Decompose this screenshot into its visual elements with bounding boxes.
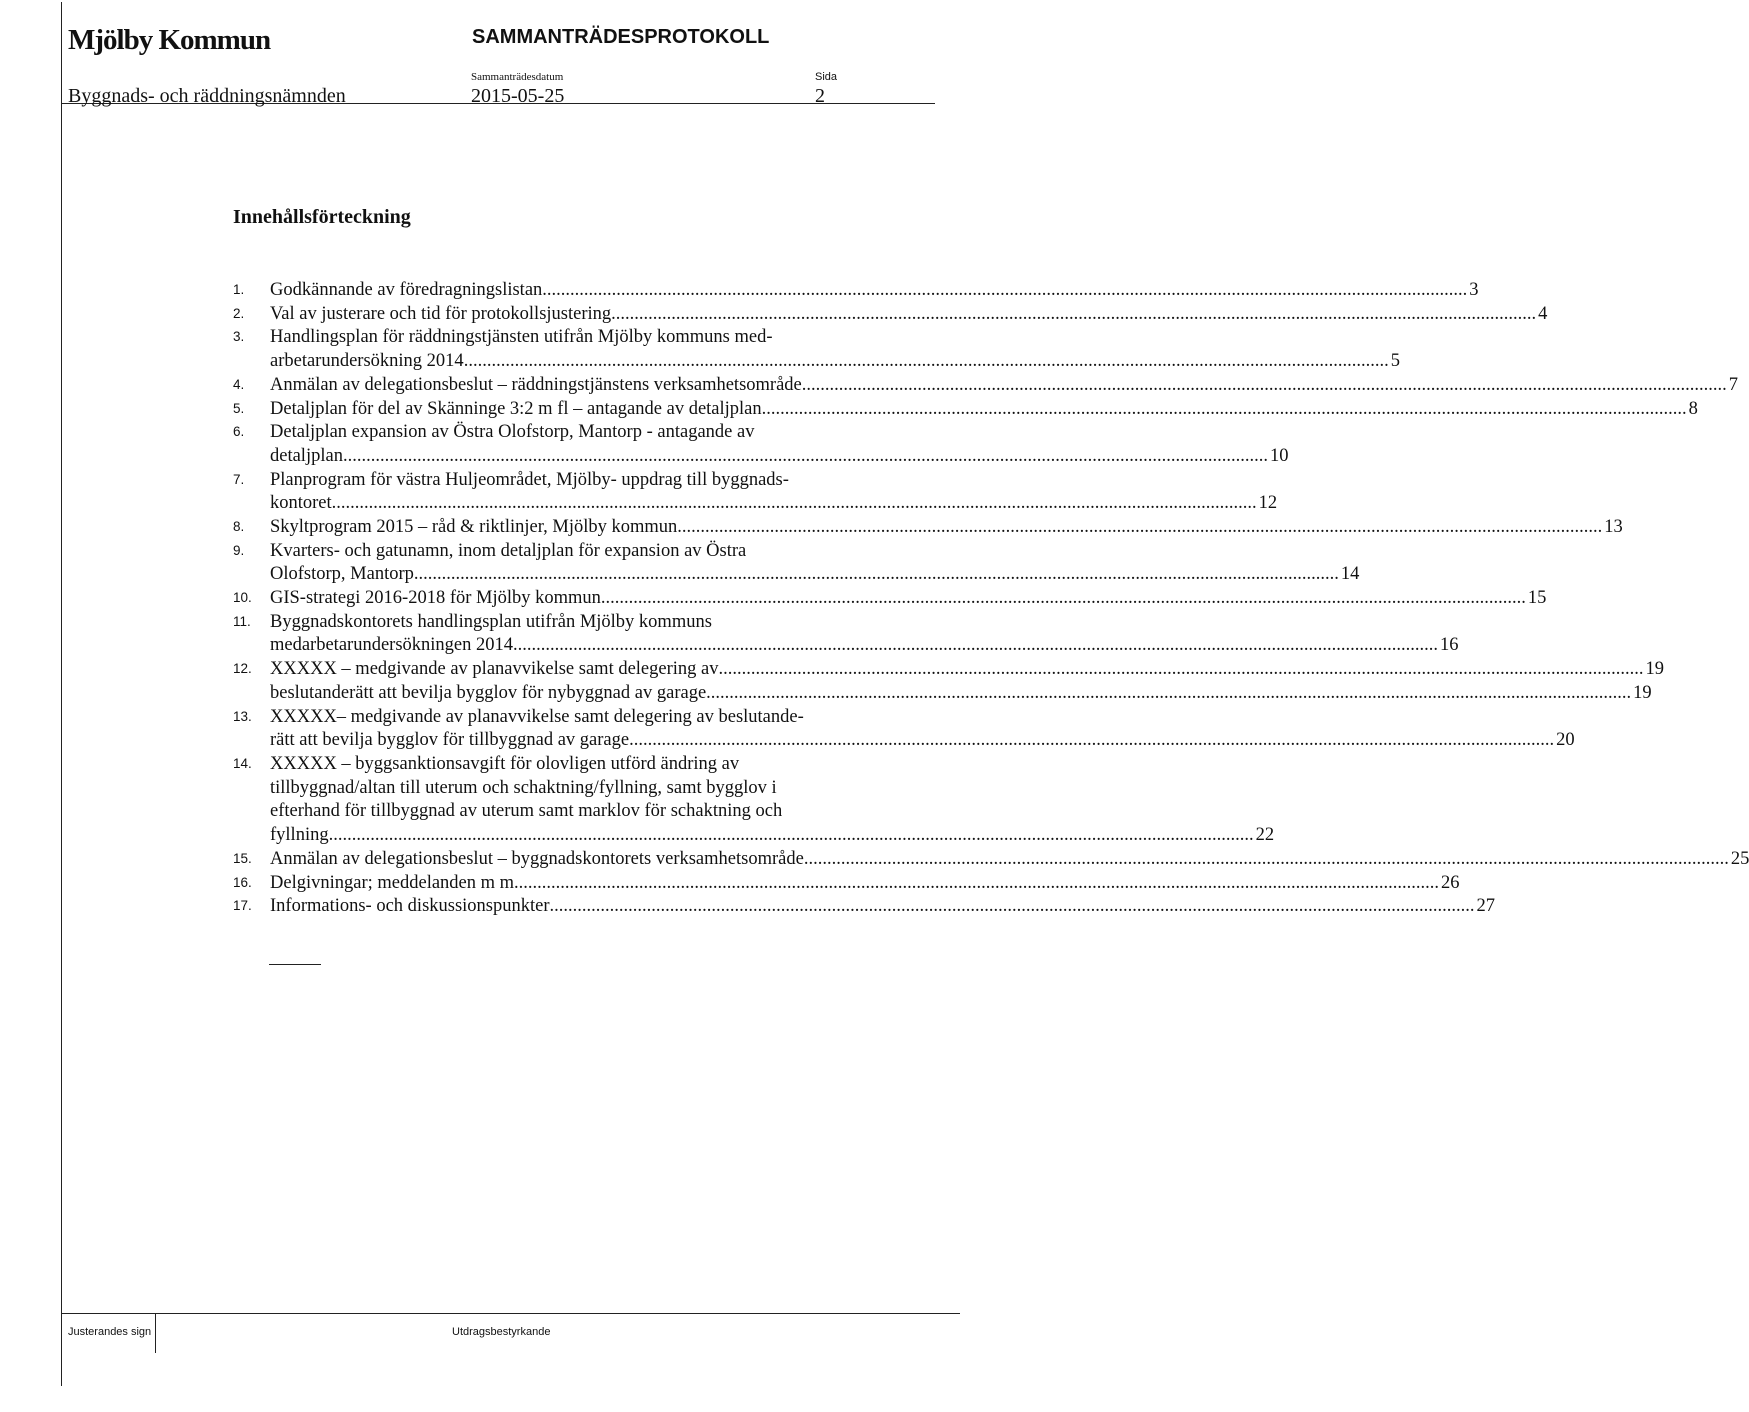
toc-entry-line [270, 894, 1496, 918]
toc-entry-line [270, 420, 898, 444]
toc-page-number: 8 [1688, 398, 1698, 419]
toc-entry-text: Skyltprogram 2015 – råd & riktlinjer, Mjölby kommun [270, 517, 678, 537]
toc-entry-line [270, 705, 898, 729]
toc-entry-line [270, 657, 1664, 681]
extract-label: Utdragsbestyrkande [452, 1326, 551, 1338]
dot-leader: ........................................................................................................................................................................................................ [803, 848, 1729, 869]
toc-entry-line [270, 610, 898, 634]
dot-leader: ........................................................................................................................................................................................................ [761, 398, 1687, 419]
toc-page-number: 20 [1556, 730, 1575, 751]
toc-entry-number: 6. [233, 424, 245, 440]
toc-entry-line [270, 823, 1275, 847]
toc-entry-text: efterhand för tillbyggnad av uterum samt marklov för schaktning och [270, 801, 783, 822]
toc-page-number: 7 [1728, 374, 1738, 395]
toc-entry-text: Informations- och diskussionspunkter [270, 896, 550, 917]
toc-entry-number: 8. [233, 519, 245, 534]
toc-entry-text: Olofstorp, Mantorp [270, 564, 414, 585]
toc-entry-line [270, 278, 1479, 302]
toc-entry-line [270, 586, 1547, 610]
toc-entry-text: kontoret [270, 493, 332, 514]
toc-entry-line [270, 397, 1698, 421]
toc-entry-text: rätt att bevilja bygglov för tillbyggnad av garage [270, 730, 630, 751]
toc-entry-line [270, 468, 898, 492]
dot-leader: ........................................................................................................................................................................................................ [801, 374, 1727, 395]
dot-leader: ........................................................................................................................................................................................................ [677, 517, 1603, 537]
toc-entry-number: 13. [233, 708, 252, 724]
dot-leader: ........................................................................................................................................................................................................ [611, 303, 1537, 324]
toc-entry-text: Val av justerare och tid för protokollsjustering [270, 303, 612, 324]
toc-entry-number: 9. [233, 542, 245, 558]
toc-page-number: 19 [1633, 682, 1652, 703]
toc-entry-line [270, 681, 1652, 705]
end-mark [269, 964, 321, 965]
dot-leader: ........................................................................................................................................................................................................ [706, 682, 1632, 703]
toc-entry-text: Delgivningar; meddelanden m m [270, 872, 515, 893]
toc-entry-number: 14. [233, 756, 252, 771]
toc-entry-text: Anmälan av delegationsbeslut – byggnadskontorets verksamhetsområde [270, 848, 804, 869]
toc-entry-number: 1. [233, 282, 245, 297]
toc-page-number: 16 [1440, 635, 1459, 656]
meeting-date: 2015-05-25 [471, 85, 565, 107]
toc-entry-number: 7. [233, 471, 245, 487]
toc-page-number: 27 [1476, 896, 1496, 917]
organization-name: Mjölby Kommun [68, 24, 271, 56]
toc-entry-text: Handlingsplan för räddningstjänsten utifrån Mjölby kommuns med- [270, 327, 773, 348]
dot-leader: ........................................................................................................................................................................................................ [514, 872, 1440, 893]
toc-entry-text: XXXXX – medgivande av planavvikelse samt delegering av [270, 659, 719, 680]
toc-page-number: 22 [1255, 825, 1275, 846]
toc-entry-number: 16. [233, 874, 252, 890]
toc-entry-line [270, 633, 1459, 657]
toc-page-number: 10 [1269, 445, 1289, 466]
toc-page-number: 5 [1390, 351, 1400, 372]
toc-entry-text: XXXXX – byggsanktionsavgift för olovligen utförd ändring av [270, 754, 740, 774]
toc-entry-text: tillbyggnad/altan till uterum och schaktning/fyllning, samt bygglov i [270, 777, 777, 798]
toc-entry-number: 4. [233, 376, 245, 392]
toc-entry-line [270, 349, 1400, 373]
toc-entry-number: 2. [233, 305, 245, 321]
dot-leader: ........................................................................................................................................................................................................ [328, 825, 1254, 846]
dot-leader: ........................................................................................................................................................................................................ [331, 493, 1257, 514]
dot-leader: ........................................................................................................................................................................................................ [413, 564, 1339, 585]
footer-rule [61, 1313, 960, 1314]
toc-entry-number: 10. [233, 590, 252, 606]
toc-entry-text: XXXXX– medgivande av planavvikelse samt delegering av beslutande- [270, 706, 804, 727]
toc-entry-text: medarbetarundersökningen 2014 [270, 635, 513, 656]
dot-leader: ........................................................................................................................................................................................................ [463, 351, 1389, 372]
toc-entry-line [270, 871, 1460, 895]
toc-entry-text: Godkännande av föredragningslistan [270, 280, 543, 300]
dot-leader: ........................................................................................................................................................................................................ [342, 445, 1268, 466]
toc-page-number: 12 [1258, 493, 1278, 514]
toc-entry-text: detaljplan [270, 445, 343, 466]
toc-entry-text: Detaljplan expansion av Östra Olofstorp, Mantorp - antagande av [270, 422, 755, 443]
toc-entry-text: fyllning [270, 825, 329, 846]
toc-entry-number: 11. [233, 613, 251, 629]
toc-entry-text: beslutanderätt att bevilja bygglov för nybyggnad av garage [270, 682, 707, 703]
toc-entry-line [270, 373, 1738, 397]
toc-entry-line [270, 799, 898, 823]
toc-entry-line [270, 728, 1575, 752]
toc-entry-number: 17. [233, 898, 252, 914]
toc-entry-line [270, 752, 898, 776]
toc-entry-line [270, 444, 1289, 468]
toc-entry-number: 15. [233, 850, 252, 866]
toc-page-number: 26 [1441, 872, 1460, 893]
toc-page-number: 25 [1730, 848, 1749, 869]
toc-entry-text: GIS-strategi 2016-2018 för Mjölby kommun [270, 588, 601, 609]
toc-page-number: 14 [1340, 564, 1360, 585]
document-type: SAMMANTRÄDESPROTOKOLL [472, 26, 770, 48]
toc-entry-text: Detaljplan för del av Skänninge 3:2 m fl – antagande av detaljplan [270, 398, 762, 419]
dot-leader: ........................................................................................................................................................................................................ [549, 896, 1475, 917]
dot-leader: ........................................................................................................................................................................................................ [542, 280, 1468, 300]
toc-entry-text: Kvarters- och gatunamn, inom detaljplan för expansion av Östra [270, 540, 747, 561]
toc-entry-text: arbetarundersökning 2014 [270, 351, 464, 372]
toc-entry-text: Anmälan av delegationsbeslut – räddningstjänstens verksamhetsområde [270, 374, 802, 395]
toc-entry-line [270, 491, 1278, 515]
committee-name: Byggnads- och räddningsnämnden [68, 85, 346, 107]
toc-entry-number: 3. [233, 329, 245, 345]
toc-entry-line [270, 539, 898, 563]
left-margin-rule [61, 2, 62, 1386]
toc-page-number: 13 [1604, 517, 1623, 537]
toc-entry-text: Byggnadskontorets handlingsplan utifrån Mjölby kommuns [270, 611, 712, 632]
toc-entry-line [270, 302, 1548, 326]
toc-entry-line [270, 562, 1360, 586]
toc-entry-line [270, 515, 1623, 539]
toc-entry-text: Planprogram för västra Huljeområdet, Mjölby- uppdrag till byggnads- [270, 469, 789, 490]
toc-entry-line [270, 325, 898, 349]
signature-label: Justerandes sign [68, 1326, 152, 1338]
dot-leader: ........................................................................................................................................................................................................ [629, 730, 1555, 751]
date-label: Sammanträdesdatum [471, 71, 564, 83]
toc-title: Innehållsförteckning [233, 206, 411, 228]
page-label: Sida [815, 71, 838, 83]
toc-page-number: 3 [1469, 280, 1479, 300]
toc-entry-line [270, 776, 898, 800]
toc-entry-number: 12. [233, 661, 252, 677]
toc-page-number: 19 [1645, 659, 1664, 680]
dot-leader: ........................................................................................................................................................................................................ [600, 588, 1526, 609]
toc-page-number: 4 [1538, 303, 1548, 324]
dot-leader: ........................................................................................................................................................................................................ [513, 635, 1438, 656]
toc-page-number: 15 [1527, 588, 1547, 609]
footer-divider [155, 1313, 156, 1353]
toc-entry-line [270, 847, 1749, 871]
dot-leader: ........................................................................................................................................................................................................ [718, 659, 1644, 680]
toc-entry-number: 5. [233, 400, 245, 416]
page-number: 2 [815, 85, 825, 107]
